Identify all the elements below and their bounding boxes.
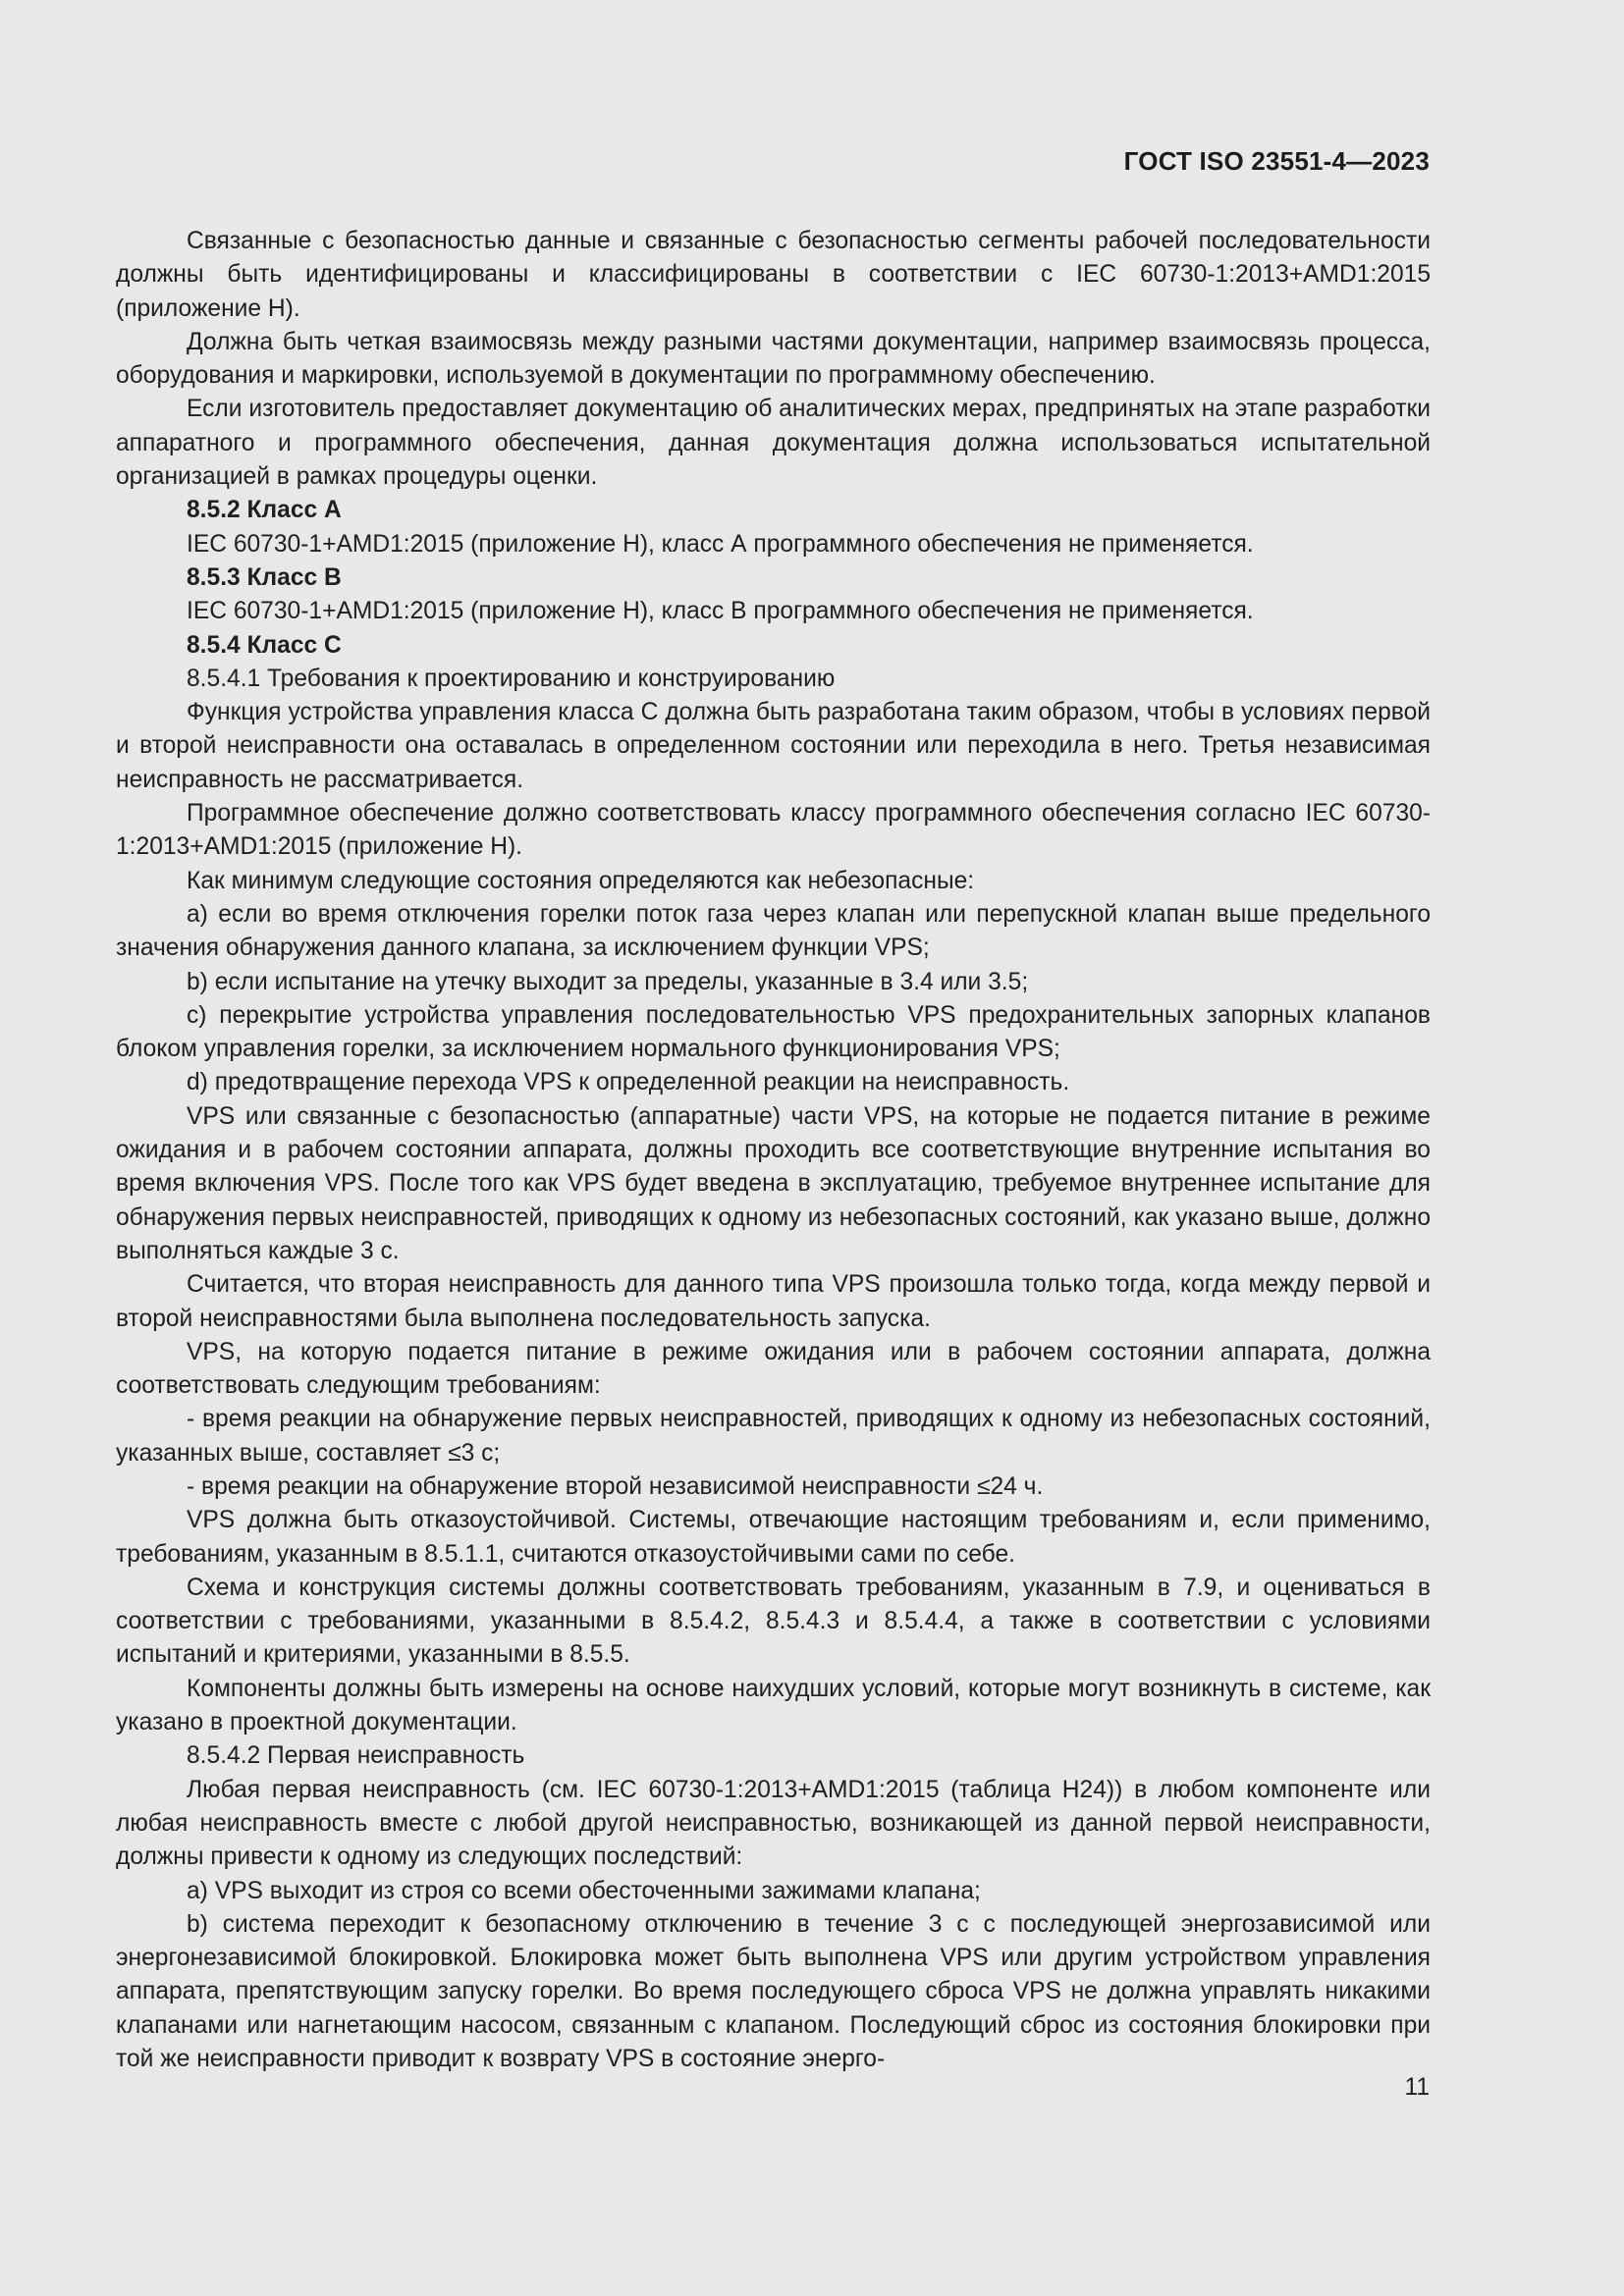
paragraph: Должна быть четкая взаимосвязь между разными частями документации, например взаимосвязь процесса, оборудования и маркировки, используемой в документации по программному обеспечению. (116, 328, 1431, 390)
list-item: a) если во время отключения горелки поток газа через клапан или перепускной клапан выше предельного значения обнаружения данного клапана, за исключением функции VPS; (116, 900, 1431, 962)
document-body (116, 225, 1431, 2076)
subsection-heading-8-5-4-1: 8.5.4.1 Требования к проектированию и конструированию (187, 665, 836, 692)
paragraph: Считается, что вторая неисправность для данного типа VPS произошла только тогда, когда между первой и второй неисправностями была выполнена последовательность запуска. (116, 1271, 1431, 1332)
paragraph: VPS должна быть отказоустойчивой. Системы, отвечающие настоящим требованиям и, если применимо, требованиям, указанным в 8.5.1.1, считаются отказоустойчивыми сами по себе. (116, 1507, 1431, 1568)
list-item: b) если испытание на утечку выходит за пределы, указанные в 3.4 или 3.5; (187, 968, 1029, 995)
paragraph: VPS или связанные с безопасностью (аппаратные) части VPS, на которые не подается питание в режиме ожидания и в рабочем состоянии аппарата, должны проходить все соответствующие внутренние испытания во время включения VPS. После того как VPS будет введена в эксплуатацию, требуемое внутреннее испытание для обнаружения первых неисправностей, приводящих к одному из небезопасных состояний, как указано выше, должно выполняться каждые 3 с. (116, 1102, 1431, 1264)
section-heading-8-5-4: 8.5.4 Класс С (187, 631, 342, 659)
paragraph: Если изготовитель предоставляет документацию об аналитических мерах, предпринятых на этапе разработки аппаратного и программного обеспечения, данная документация должна использоваться испытательной организацией в рамках процедуры оценки. (116, 396, 1431, 491)
list-item: - время реакции на обнаружение второй независимой неисправности ≤24 ч. (187, 1472, 1044, 1500)
paragraph: Схема и конструкция системы должны соответствовать требованиям, указанным в 7.9, и оцениваться в соответствии с требованиями, указанными в 8.5.4.2, 8.5.4.3 и 8.5.4.4, а также в соответствии с условиями испытаний и критериями, указанными в 8.5.5. (116, 1574, 1431, 1669)
section-heading-8-5-2: 8.5.2 Класс А (187, 497, 342, 524)
subsection-heading-8-5-4-2: 8.5.4.2 Первая неисправность (187, 1742, 525, 1770)
paragraph: Любая первая неисправность (см. IEC 60730-1:2013+AMD1:2015 (таблица Н24)) в любом компоненте или любая неисправность вместе с любой другой неисправностью, возникающей из данной первой неисправности, должны привести к одному из следующих последствий: (116, 1776, 1431, 1871)
paragraph: IEC 60730-1+AMD1:2015 (приложение Н), класс А программного обеспечения не применяется. (187, 530, 1254, 558)
paragraph: Связанные с безопасностью данные и связанные с безопасностью сегменты рабочей последовательности должны быть идентифицированы и классифицированы в соответствии с IEC 60730-1:2013+AMD1:2015 (приложение Н). (116, 228, 1431, 322)
paragraph: VPS, на которую подается питание в режиме ожидания или в рабочем состоянии аппарата, должна соответствовать следующим требованиям: (116, 1338, 1431, 1400)
list-item: d) предотвращение перехода VPS к определенной реакции на неисправность. (187, 1069, 1070, 1096)
page-number: 11 (1404, 2074, 1430, 2101)
list-item: b) система переходит к безопасному отключению в течение 3 с с последующей энергозависимой или энергонезависимой блокировкой. Блокировка может быть выполнена VPS или другим устройством управления аппарата, препятствующим запуску горелки. Во время последующего сброса VPS не должна управлять никакими клапанами или нагнетающим насосом, связанным с клапаном. Последующий сброс из состояния блокировки при той же неисправности приводит к возврату VPS в состояние энерго- (116, 1910, 1431, 2073)
paragraph: Функция устройства управления класса С должна быть разработана таким образом, чтобы в условиях первой и второй неисправности она оставалась в определенном состоянии или переходила в него. Третья независимая неисправность не рассматривается. (116, 699, 1431, 793)
list-item: c) перекрытие устройства управления последовательностью VPS предохранительных запорных клапанов блоком управления горелки, за исключением нормального функционирования VPS; (116, 1001, 1431, 1063)
paragraph: IEC 60730-1+AMD1:2015 (приложение Н), класс В программного обеспечения не применяется. (187, 598, 1254, 625)
list-item: a) VPS выходит из строя со всеми обесточенными зажимами клапана; (187, 1877, 981, 1904)
paragraph: Программное обеспечение должно соответствовать классу программного обеспечения согласно IEC 60730-1:2013+AMD1:2015 (приложение Н). (116, 800, 1431, 861)
standard-header: ГОСТ ISO 23551-4—2023 (1123, 146, 1430, 176)
section-heading-8-5-3: 8.5.3 Класс В (187, 563, 342, 591)
paragraph: Как минимум следующие состояния определяются как небезопасные: (187, 867, 975, 894)
list-item: - время реакции на обнаружение первых неисправностей, приводящих к одному из небезопасных состояний, указанных выше, составляет ≤3 с; (116, 1406, 1431, 1467)
paragraph: Компоненты должны быть измерены на основе наихудших условий, которые могут возникнуть в системе, как указано в проектной документации. (116, 1675, 1431, 1736)
